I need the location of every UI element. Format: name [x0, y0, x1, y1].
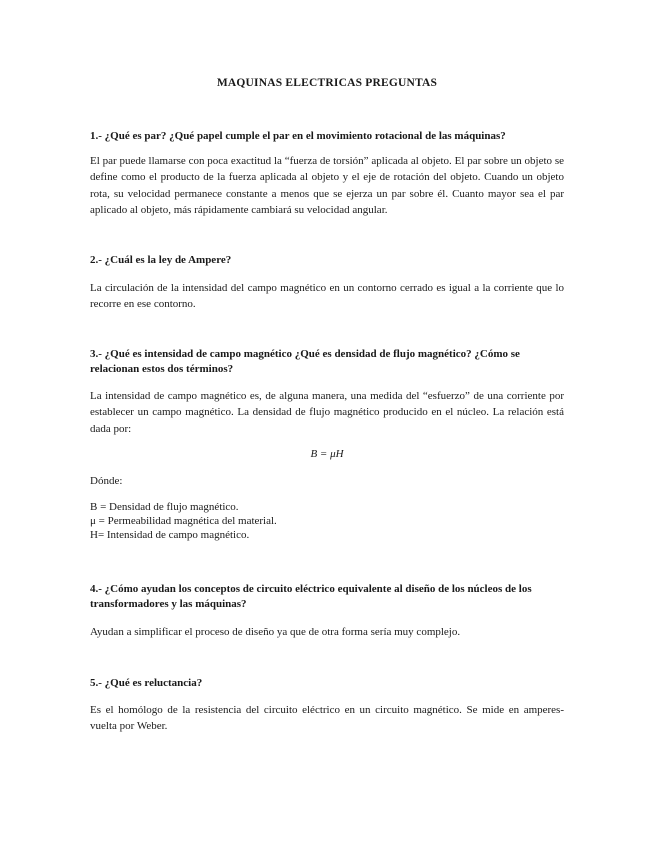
definition-b: B = Densidad de flujo magnético.	[90, 501, 239, 513]
definition-h: H= Intensidad de campo magnético.	[90, 529, 250, 541]
answer-5: Es el homólogo de la resistencia del circuito eléctrico en un circuito magnético. Se mide en amperes- vuelta por Weber.	[90, 704, 564, 733]
answer-1: El par puede llamarse con poca exactitud la “fuerza de torsión” aplicada al objeto. El par sobre un objeto se define como el producto de la fuerza aplicada al objeto y el eje de rotación del objeto. Cuando un objeto rota, su velocidad permanece constante a menos que se ejerza un par sobre él. Cuanto mayor sea el par aplicado al objeto, más rápidamente cambiará su velocidad angular.	[90, 155, 564, 216]
answer-3: La intensidad de campo magnético es, de alguna manera, una medida del “esfuerzo” de una corriente por establecer un campo magnético. La densidad de flujo magnético producido en el núcleo. La relación está dada por:	[90, 390, 564, 435]
document-title: MAQUINAS ELECTRICAS PREGUNTAS	[216, 77, 438, 89]
question-5: 5.- ¿Qué es reluctancia?	[90, 677, 203, 689]
question-4: 4.- ¿Cómo ayudan los conceptos de circuito eléctrico equivalente al diseño de los núcleos de los transformadores y las máquinas?	[90, 583, 532, 610]
definitions-list	[90, 500, 564, 542]
question-3: 3.- ¿Qué es intensidad de campo magnético ¿Qué es densidad de flujo magnético? ¿Cómo se relacionan estos dos términos?	[90, 348, 520, 375]
answer-4: Ayudan a simplificar el proceso de diseño ya que de otra forma sería muy complejo.	[90, 626, 461, 638]
question-2: 2.- ¿Cuál es la ley de Ampere?	[90, 254, 232, 266]
where-label: Dónde:	[90, 475, 123, 487]
answer-2: La circulación de la intensidad del campo magnético en un contorno cerrado es igual a la corriente que lo recorre en ese contorno.	[90, 282, 564, 311]
definition-mu: μ = Permeabilidad magnética del material.	[90, 515, 277, 527]
formula: B = μH	[310, 448, 344, 460]
question-1: 1.- ¿Qué es par? ¿Qué papel cumple el par en el movimiento rotacional de las máquinas?	[90, 130, 506, 142]
